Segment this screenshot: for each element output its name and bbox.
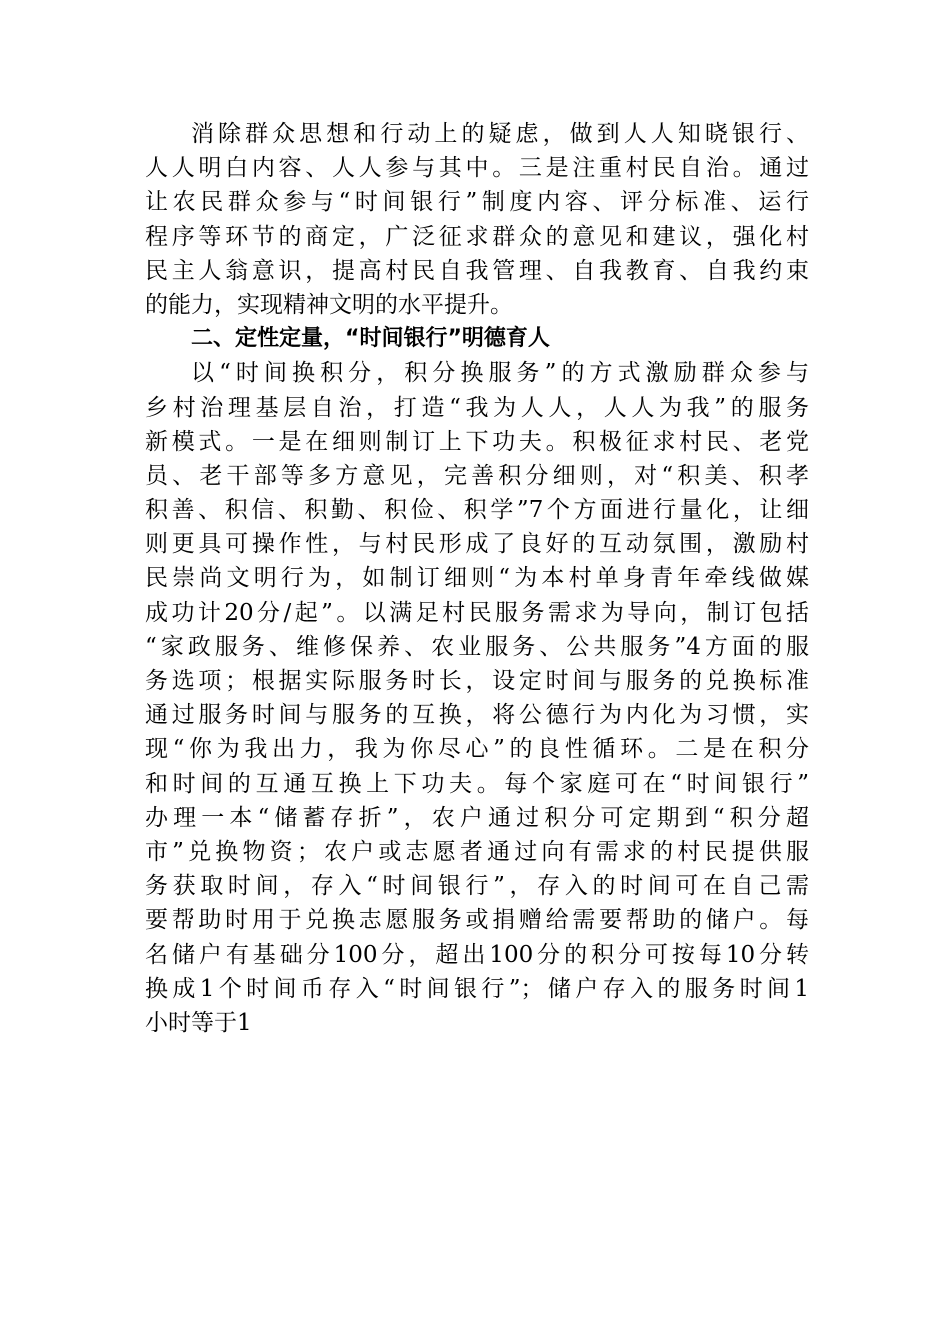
text-line: 名储户有基础分100分，超出100分的积分可按每10分转 (145, 941, 809, 968)
paragraph-1 (145, 117, 809, 322)
text-line: 民主人翁意识，提高村民自我管理、自我教育、自我约束 (145, 257, 809, 284)
text-line: 市”兑换物资；农户或志愿者通过向有需求的村民提供服 (145, 838, 809, 865)
text-line: “家政服务、维修保养、农业服务、公共服务”4方面的服 (145, 633, 809, 660)
text-line: 小时等于1 (145, 1009, 252, 1036)
text-line: 则更具可操作性，与村民形成了良好的互动氛围，激励村 (145, 531, 809, 558)
text-line: 办理一本“储蓄存折”，农户通过积分可定期到“积分超 (145, 804, 809, 831)
text-line: 以“时间换积分，积分换服务”的方式激励群众参与 (191, 360, 809, 387)
text-line: 乡村治理基层自治，打造“我为人人，人人为我”的服务 (145, 394, 809, 421)
text-line: 人人明白内容、人人参与其中。三是注重村民自治。通过 (145, 155, 809, 182)
text-line: 和时间的互通互换上下功夫。每个家庭可在“时间银行” (145, 770, 809, 797)
text-line: 让农民群众参与“时间银行”制度内容、评分标准、运行 (145, 189, 809, 216)
text-line: 务选项；根据实际服务时长，设定时间与服务的兑换标准 (145, 668, 809, 694)
text-line: 换成1个时间币存入“时间银行”；储户存入的服务时间1 (145, 975, 809, 1002)
text-line: 务获取时间，存入“时间银行”，存入的时间可在自己需 (145, 873, 809, 900)
text-line: 要帮助时用于兑换志愿服务或捐赠给需要帮助的储户。每 (145, 907, 809, 934)
text-line: 程序等环节的商定，广泛征求群众的意见和建议，强化村 (145, 223, 809, 250)
text-line: 的能力，实现精神文明的水平提升。 (145, 291, 513, 318)
paragraph-2 (145, 356, 809, 1040)
text-line: 成功计20分/起”。以满足村民服务需求为导向，制订包括 (145, 599, 809, 626)
text-line: 员、老干部等多方意见，完善积分细则，对“积美、积孝 (145, 462, 809, 489)
text-line: 现“你为我出力，我为你尽心”的良性循环。二是在积分 (145, 736, 809, 763)
text-line: 消除群众思想和行动上的疑虑，做到人人知晓银行、 (191, 121, 809, 147)
document-body (145, 117, 809, 1040)
text-line: 新模式。一是在细则制订上下功夫。积极征求村民、老党 (145, 428, 809, 455)
text-line: 民崇尚文明行为，如制订细则“为本村单身青年牵线做媒 (145, 565, 809, 592)
text-line: 通过服务时间与服务的互换，将公德行为内化为习惯，实 (145, 702, 809, 729)
section-heading: 二、定性定量，“时间银行”明德育人 (191, 326, 550, 352)
text-line: 积善、积信、积勤、积俭、积学”7个方面进行量化，让细 (145, 497, 809, 524)
